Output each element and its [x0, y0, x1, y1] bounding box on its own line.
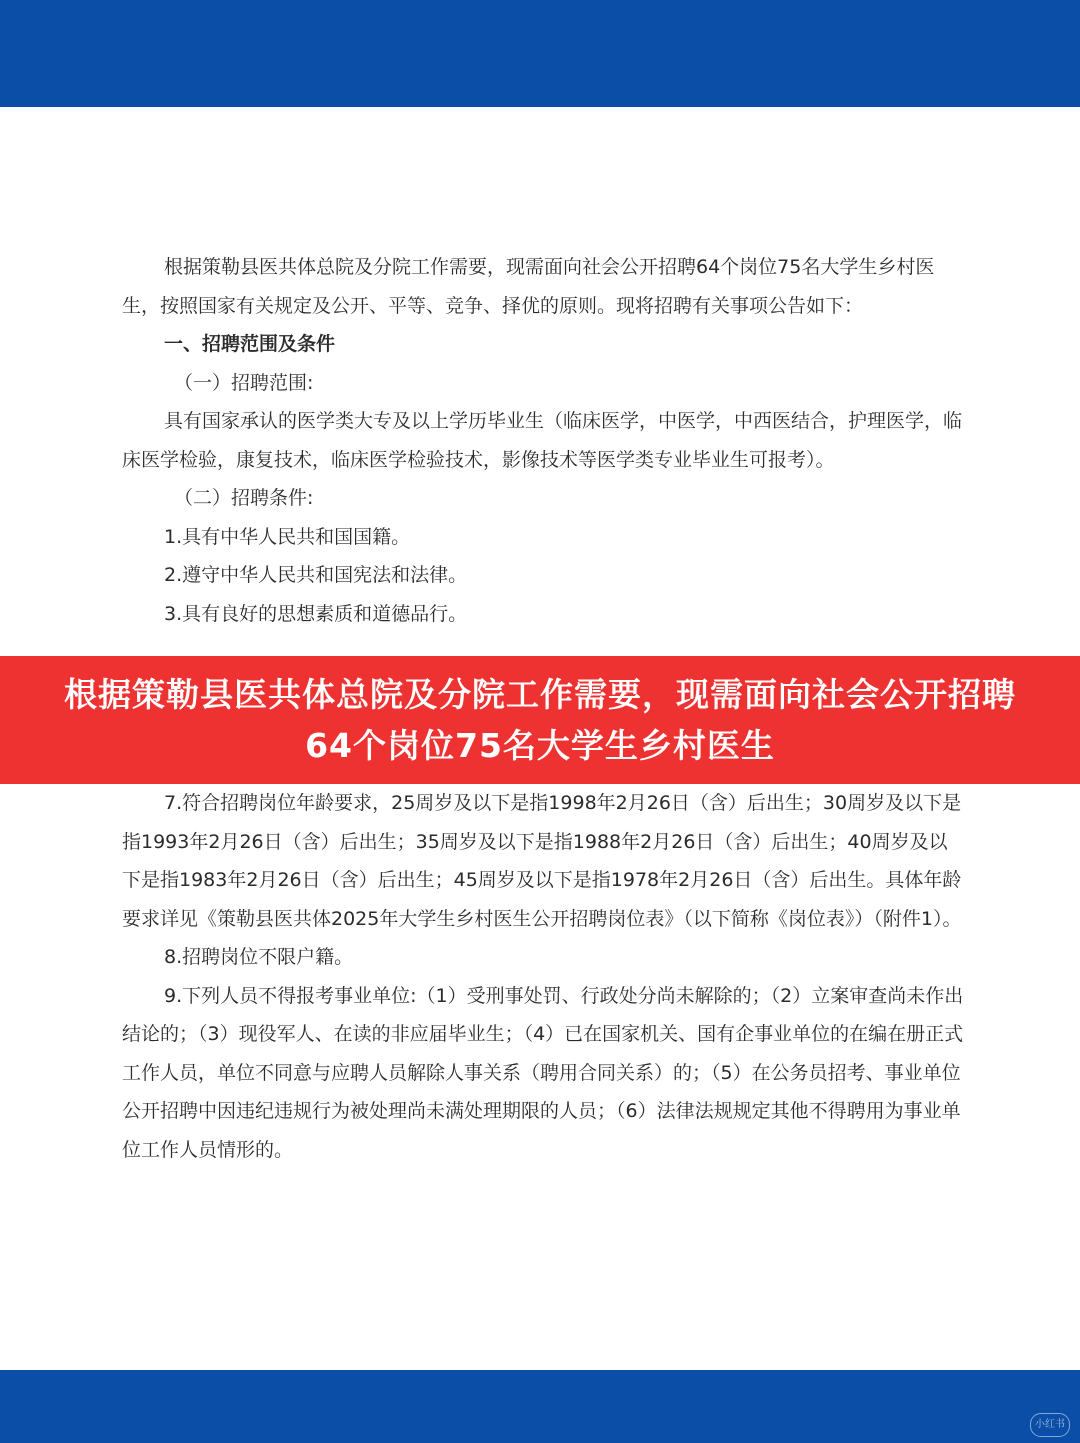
announcement-document-continued: [122, 784, 966, 1169]
condition-item-7: 7.符合招聘岗位年龄要求，25周岁及以下是指1998年2月26日（含）后出生；30周岁及以下是指1993年2月26日（含）后出生；35周岁及以下是指1988年2月26日（含）后出生；40周岁及以下是指1983年2月26日（含）后出生；45周岁及以下是指1978年2月26日（含）后出生。具体年龄要求详见《策勒县医共体2025年大学生乡村医生公开招聘岗位表》（以下简称《岗位表》）（附件1）。: [122, 792, 962, 930]
watermark-badge: 小红书: [1030, 1413, 1070, 1437]
scope-paragraph: 具有国家承认的医学类大专及以上学历毕业生（临床医学，中医学，中西医结合，护理医学，临床医学检验，康复技术，临床医学检验技术，影像技术等医学类专业毕业生可报考）。: [122, 410, 963, 471]
condition-item-3: 3.具有良好的思想素质和道德品行。: [164, 602, 468, 625]
bottom-footer-bar: [0, 1370, 1080, 1443]
banner-line-1: 根据策勒县医共体总院及分院工作需要，现需面向社会公开招聘: [64, 675, 1016, 714]
top-header-bar: [0, 0, 1080, 107]
headline-banner: [0, 656, 1080, 784]
banner-line-2: 64个岗位75名大学生乡村医生: [305, 726, 775, 765]
scope-heading: （一）招聘范围:: [174, 371, 314, 394]
condition-item-1: 1.具有中华人民共和国国籍。: [164, 525, 411, 548]
announcement-document: [122, 248, 966, 633]
condition-item-9: 9.下列人员不得报考事业单位:（1）受刑事处罚、行政处分尚未解除的；（2）立案审查尚未作出结论的；（3）现役军人、在读的非应届毕业生；（4）已在国家机关、国有企事业单位的在编在册正式工作人员，单位不同意与应聘人员解除人事关系（聘用合同关系）的；（5）在公务员招考、事业单位公开招聘中因违纪违规行为被处理尚未满处理期限的人员；（6）法律法规规定其他不得聘用为事业单位工作人员情形的。: [122, 984, 964, 1161]
conditions-heading: （二）招聘条件:: [174, 487, 314, 509]
condition-item-2: 2.遵守中华人民共和国宪法和法律。: [164, 564, 468, 586]
intro-paragraph: 根据策勒县医共体总院及分院工作需要，现需面向社会公开招聘64个岗位75名大学生乡村医生，按照国家有关规定及公开、平等、竞争、择优的原则。现将招聘有关事项公告如下：: [122, 256, 935, 317]
section-heading-recruitment-scope: 一、招聘范围及条件: [164, 333, 336, 355]
condition-item-8: 8.招聘岗位不限户籍。: [164, 946, 354, 968]
